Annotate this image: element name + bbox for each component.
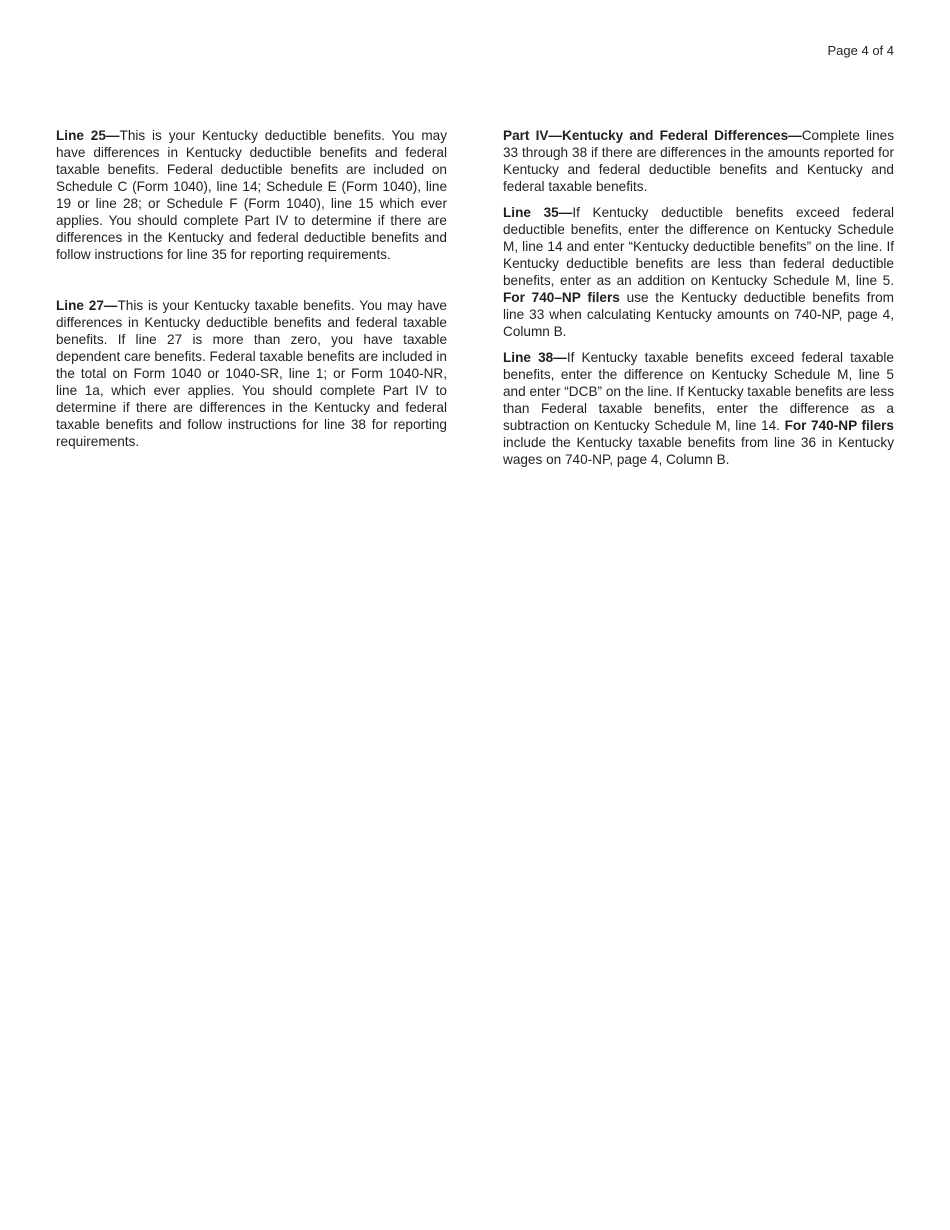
line-27-instructions (56, 297, 447, 450)
line-35-text-after: use the Kentucky deductible benefits from line 33 when calculating Kentucky amounts on 740-NP, page 4, Column B. (503, 290, 894, 339)
part-4-label: Part IV—Kentucky and Federal Differences— (503, 128, 802, 143)
part-4-text: Complete lines 33 through 38 if there are differences in the amounts reported for Kentucky and federal deductible benefits and Kentucky and federal taxable benefits. (503, 128, 894, 194)
line-27-label: Line 27— (56, 298, 118, 313)
line-25-label: Line 25— (56, 128, 120, 143)
right-column (503, 127, 894, 468)
line-35-instructions (503, 204, 894, 340)
line-25-instructions (56, 127, 447, 263)
line-35-bold-phrase: For 740–NP filers (503, 290, 620, 305)
line-38-bold-phrase: For 740-NP filers (784, 418, 894, 433)
page-number: Page 4 of 4 (827, 43, 894, 58)
part-4-instructions (503, 127, 894, 195)
left-column (56, 127, 447, 450)
line-38-label: Line 38— (503, 350, 567, 365)
line-35-label: Line 35— (503, 205, 573, 220)
line-38-text-after: include the Kentucky taxable benefits from line 36 in Kentucky wages on 740-NP, page 4, Column B. (503, 435, 894, 467)
line-27-text: This is your Kentucky taxable benefits. You may have differences in Kentucky deductible benefits and federal taxable benefits. If line 27 is more than zero, you have taxable dependent care benefits. Federal taxable benefits are included in the total on Form 1040 or 1040-SR, line 1; or Form 1040-NR, line 1a, which ever applies. You should complete Part IV to determine if there are differences in the Kentucky and federal taxable benefits and follow instructions for line 38 for reporting requirements. (56, 298, 447, 449)
line-25-text: This is your Kentucky deductible benefits. You may have differences in Kentucky deductible benefits and federal taxable benefits. Federal deductible benefits are included on Schedule C (Form 1040), line 14; Schedule E (Form 1040), line 19 or line 28; or Schedule F (Form 1040), line 15 which ever applies. You should complete Part IV to determine if there are differences in the Kentucky and federal deductible benefits and follow instructions for line 35 for reporting requirements. (56, 128, 448, 262)
line-38-text-before: If Kentucky taxable benefits exceed federal taxable benefits, enter the difference on Kentucky Schedule M, line 5 and enter “DCB” on the line. If Kentucky taxable benefits are less than Federal taxable benefits, enter the difference as a subtraction on Kentucky Schedule M, line 14. (503, 350, 894, 433)
line-38-instructions (503, 349, 894, 468)
line-35-text-before: If Kentucky deductible benefits exceed federal deductible benefits, enter the difference on Kentucky Schedule M, line 14 and enter “Kentucky deductible benefits” on the line. If Kentucky deductible benefits are less than federal deductible benefits, enter as an addition on Kentucky Schedule M, line 5. (503, 205, 894, 288)
